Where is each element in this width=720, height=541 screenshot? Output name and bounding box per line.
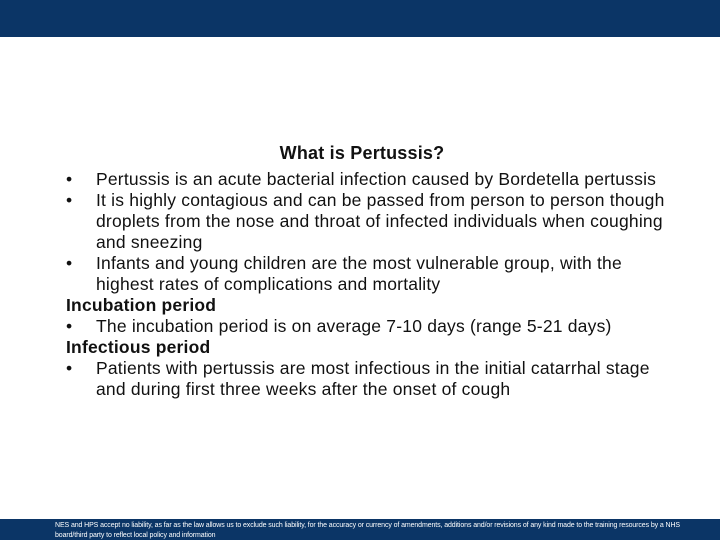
bullet-icon: • <box>66 358 73 378</box>
list-item <box>66 253 666 295</box>
slide-content <box>66 143 666 400</box>
incubation-heading: Incubation period <box>66 295 217 315</box>
bullet-text: It is highly contagious and can be passed from person to person though droplets from the nose and throat of infected individuals when coughing and sneezing <box>96 190 665 252</box>
footer-disclaimer: NES and HPS accept no liability, as far as the law allows us to exclude such liability, for the accuracy or currency of amendments, additions and/or revisions of any kind made to the training resources by a NHS board/third party to reflect local policy and information <box>55 522 681 539</box>
bullet-text: Patients with pertussis are most infectious in the initial catarrhal stage and during first three weeks after the onset of cough <box>96 358 650 399</box>
infectious-heading: Infectious period <box>66 337 211 357</box>
bullet-icon: • <box>66 253 73 273</box>
bullet-text: The incubation period is on average 7-10 days (range 5-21 days) <box>96 316 612 336</box>
bullet-text: Pertussis is an acute bacterial infection caused by Bordetella pertussis <box>96 169 657 189</box>
list-item <box>66 190 666 253</box>
list-item <box>66 169 666 190</box>
list-item <box>66 358 666 400</box>
bullet-icon: • <box>66 316 73 336</box>
bullet-text: Infants and young children are the most vulnerable group, with the highest rates of complications and mortality <box>96 253 622 294</box>
bullet-icon: • <box>66 190 73 210</box>
list-item <box>66 316 666 337</box>
header-bar <box>0 0 720 37</box>
bullet-icon: • <box>66 169 73 189</box>
slide-title: What is Pertussis? <box>279 143 445 163</box>
footer-bar <box>0 519 720 540</box>
